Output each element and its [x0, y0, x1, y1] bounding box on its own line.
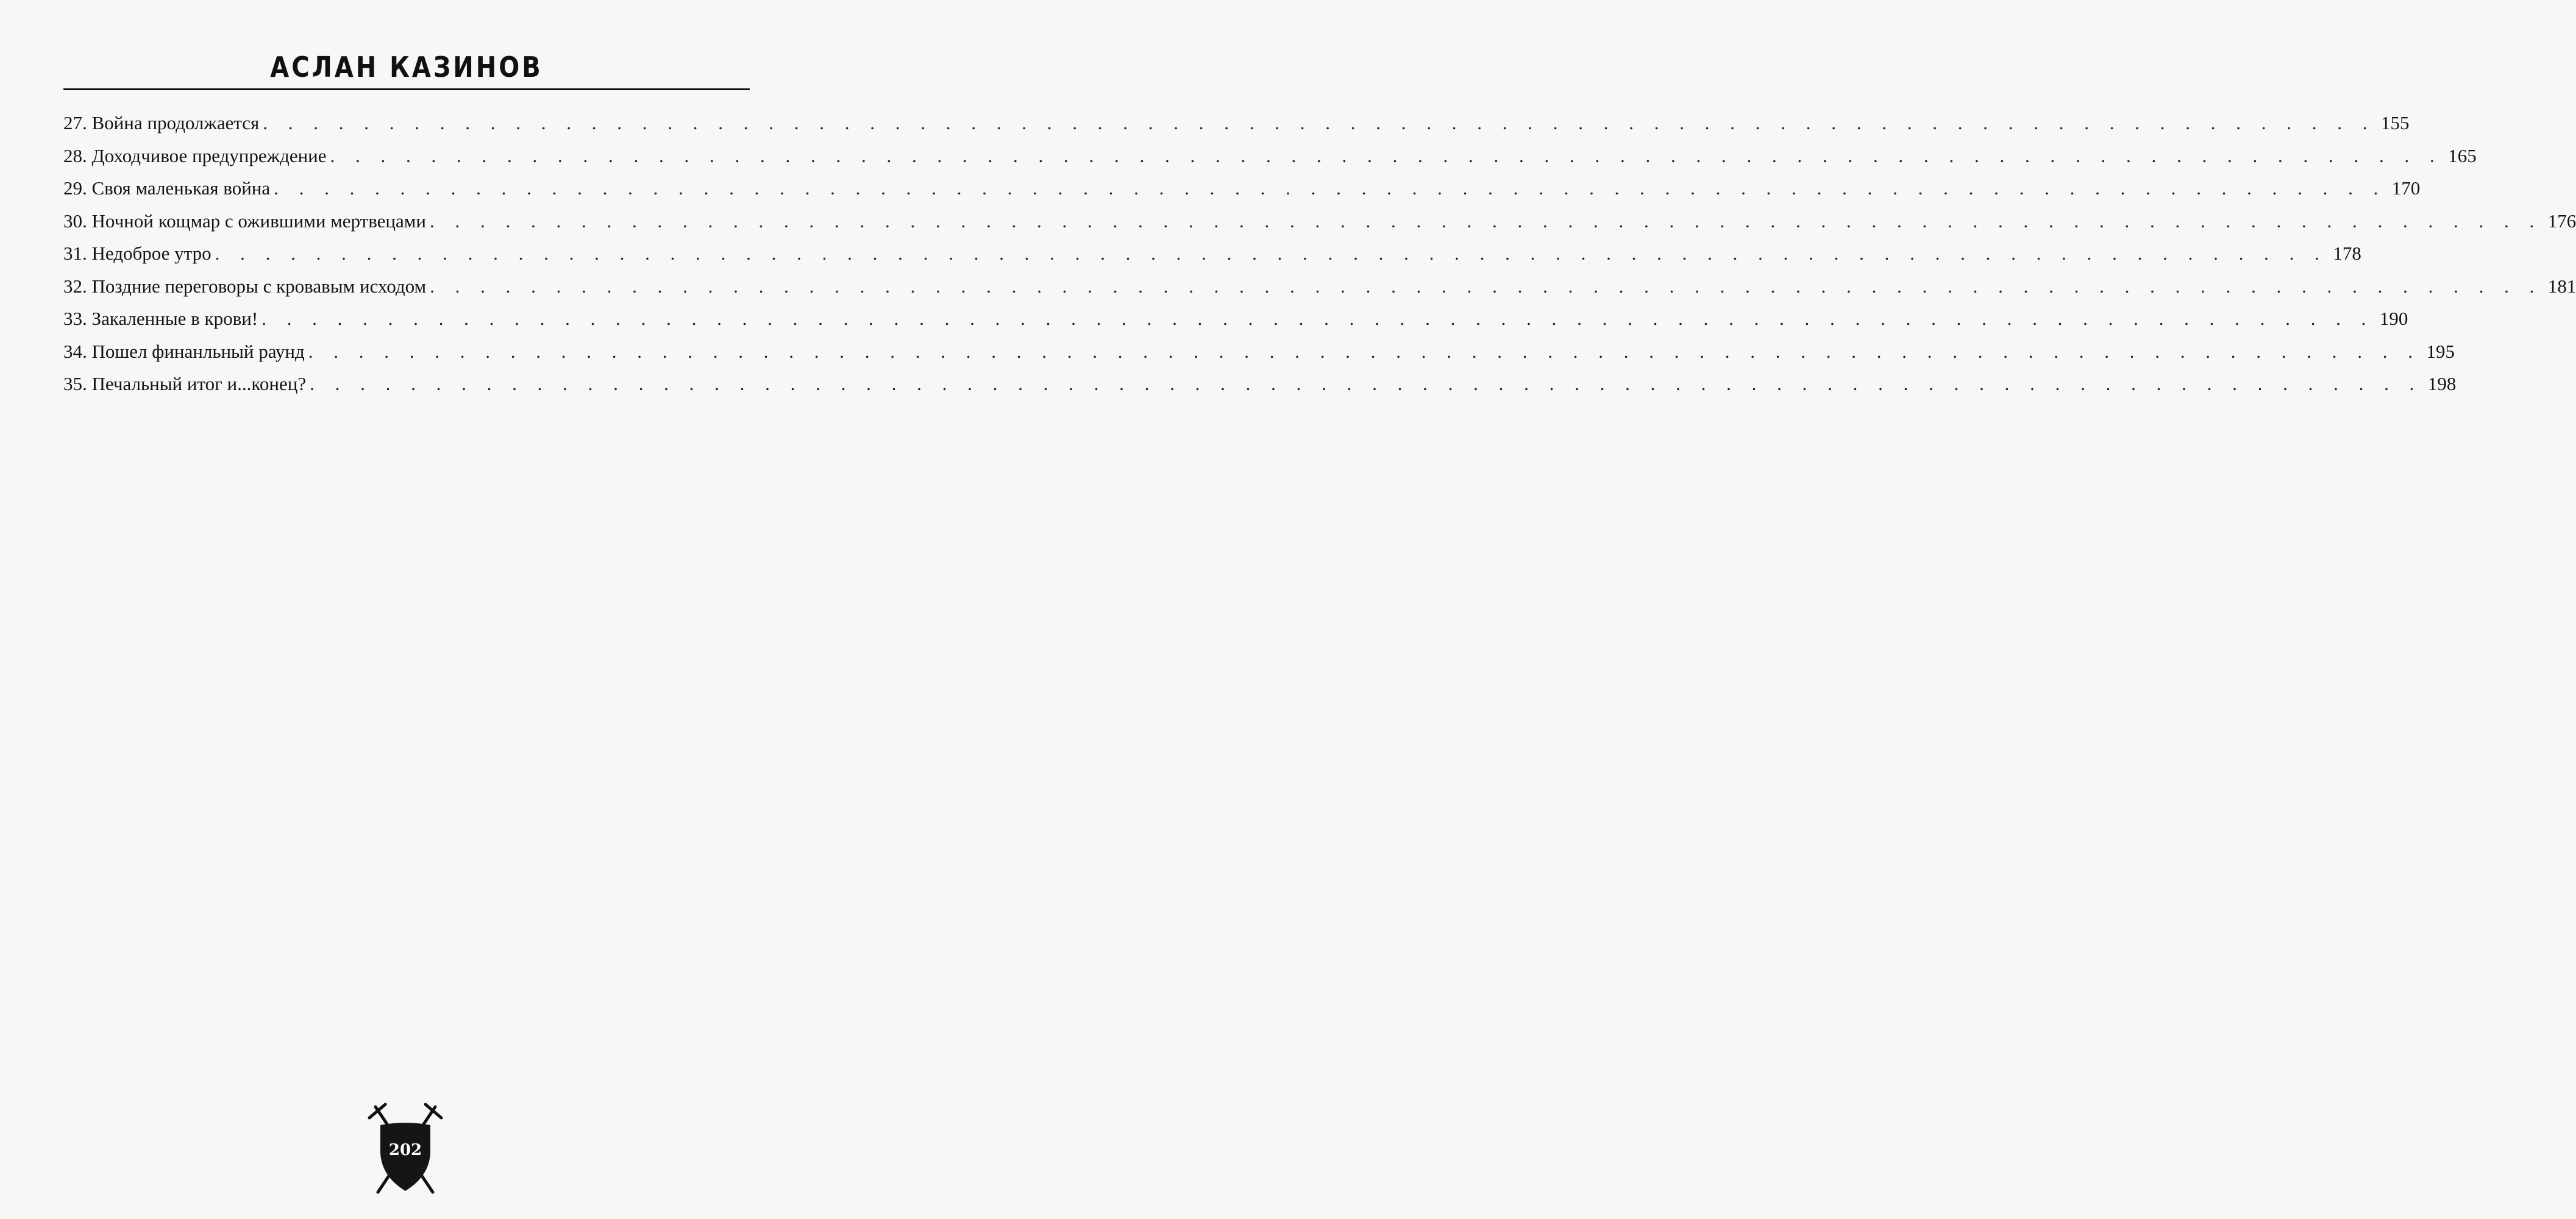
toc-entry — [63, 111, 2410, 144]
toc-entry-page: 155 — [2381, 112, 2410, 133]
toc-entry-title: 33. Закаленные в крови! — [63, 308, 258, 329]
toc-entry — [63, 274, 2576, 307]
toc-leader-dots: . . . . . . . . . . . . . . . . . . . . . . . . . . . . . . . . . . . . . . . . . . . . . . . . . . . . . . . . . . . . . . . . . . . . . . . . . . . . . . . . . . . . — [429, 210, 2542, 232]
page-number: 202 — [388, 1141, 422, 1159]
toc-leader-dots: . . . . . . . . . . . . . . . . . . . . . . . . . . . . . . . . . . . . . . . . . . . . . . . . . . . . . . . . . . . . . . . . . . . . . . . . . . . . . . . . . . . . — [308, 340, 2421, 362]
toc-entry-title: 28. Доходчивое предупреждение — [63, 144, 327, 166]
toc-entry — [63, 241, 2361, 274]
author-name: АСЛАН КАЗИНОВ — [270, 51, 543, 84]
header-rule — [63, 88, 750, 90]
toc-leader-dots: . . . . . . . . . . . . . . . . . . . . . . . . . . . . . . . . . . . . . . . . . . . . . . . . . . . . . . . . . . . . . . . . . . . . . . . . . . . . . . . . . . . . — [263, 112, 2375, 133]
table-of-contents — [63, 111, 2576, 405]
toc-entry-page: 178 — [2333, 243, 2361, 264]
toc-leader-dots: . . . . . . . . . . . . . . . . . . . . . . . . . . . . . . . . . . . . . . . . . . . . . . . . . . . . . . . . . . . . . . . . . . . . . . . . . . . . . . . . . . . . — [430, 275, 2542, 297]
toc-entry-page: 181 — [2547, 275, 2576, 297]
toc-entry-title: 27. Война продолжается — [63, 112, 260, 133]
toc-entry-page: 176 — [2547, 210, 2576, 232]
toc-entry-page: 165 — [2448, 144, 2477, 166]
toc-entry-page: 190 — [2379, 308, 2408, 329]
toc-entry — [63, 144, 2477, 177]
toc-entry — [63, 307, 2408, 339]
toc-leader-dots: . . . . . . . . . . . . . . . . . . . . . . . . . . . . . . . . . . . . . . . . . . . . . . . . . . . . . . . . . . . . . . . . . . . . . . . . . . . . . . . . . . . . — [274, 177, 2386, 199]
toc-leader-dots: . . . . . . . . . . . . . . . . . . . . . . . . . . . . . . . . . . . . . . . . . . . . . . . . . . . . . . . . . . . . . . . . . . . . . . . . . . . . . . . . . . . . — [215, 243, 2327, 264]
toc-entry-page: 198 — [2427, 373, 2457, 394]
toc-leader-dots: . . . . . . . . . . . . . . . . . . . . . . . . . . . . . . . . . . . . . . . . . . . . . . . . . . . . . . . . . . . . . . . . . . . . . . . . . . . . . . . . . . . . — [310, 373, 2422, 394]
toc-entry-title: 35. Печальный итог и...конец? — [63, 373, 307, 394]
running-header — [63, 51, 750, 84]
toc-leader-dots: . . . . . . . . . . . . . . . . . . . . . . . . . . . . . . . . . . . . . . . . . . . . . . . . . . . . . . . . . . . . . . . . . . . . . . . . . . . . . . . . . . . . — [330, 144, 2443, 166]
toc-entry — [63, 176, 2421, 209]
toc-entry — [63, 339, 2455, 372]
toc-entry-title: 31. Недоброе утро — [63, 243, 212, 264]
toc-entry — [63, 209, 2576, 242]
toc-entry-title: 29. Своя маленькая война — [63, 177, 271, 199]
toc-entry-page: 170 — [2391, 177, 2421, 199]
toc-entry-title: 34. Пошел финанльный раунд — [63, 340, 305, 362]
toc-entry-title: 32. Поздние переговоры с кровавым исходом — [63, 275, 427, 297]
toc-entry — [63, 372, 2457, 405]
toc-entry-page: 195 — [2426, 340, 2455, 362]
toc-entry-title: 30. Ночной кощмар с ожившими мертвецами — [63, 210, 426, 232]
toc-leader-dots: . . . . . . . . . . . . . . . . . . . . . . . . . . . . . . . . . . . . . . . . . . . . . . . . . . . . . . . . . . . . . . . . . . . . . . . . . . . . . . . . . . . . — [262, 308, 2374, 329]
